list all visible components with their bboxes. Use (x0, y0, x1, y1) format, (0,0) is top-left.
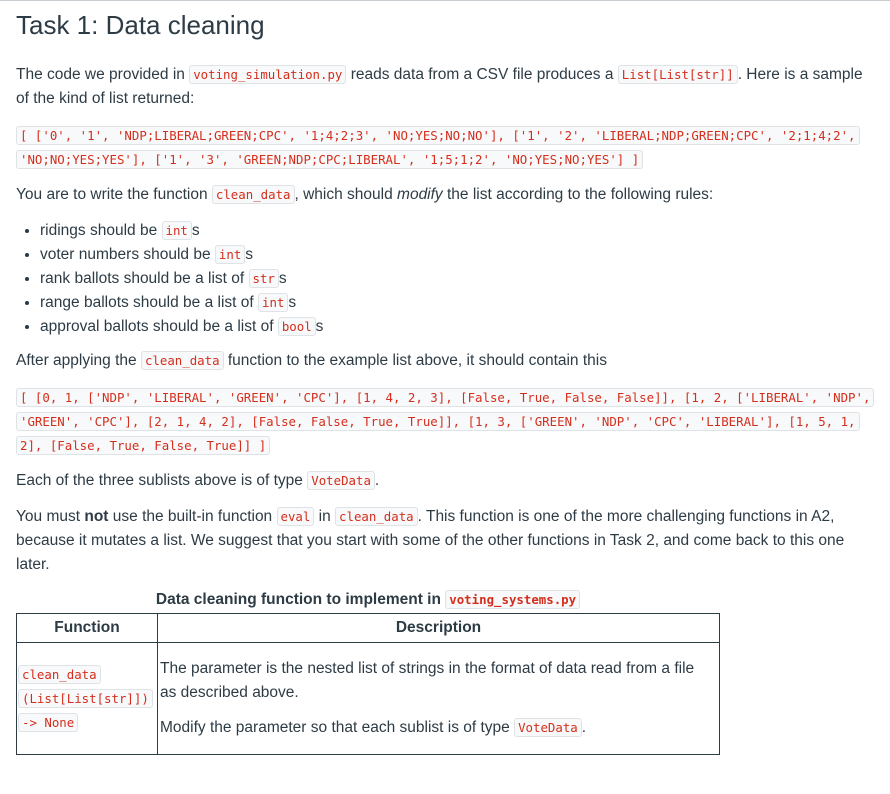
warning-paragraph (16, 505, 876, 577)
function-table (16, 613, 720, 755)
rule-suffix: s (245, 246, 254, 263)
table-header-row (17, 614, 720, 643)
warning-text-4: . This function is one of the more challenging functions in A2, because it mutates a list. We suggest that you start with some of the other functions in Task 2, and come back to this one later. (16, 508, 845, 573)
intro-text-2: reads data from a CSV file produces a (346, 66, 618, 83)
intro-text-1: The code we provided in (16, 66, 190, 83)
intro-paragraph (16, 63, 876, 111)
rule-text: voter numbers should be (40, 246, 215, 263)
rule-code: bool (278, 317, 316, 336)
instr-text-3: the list according to the following rules: (442, 186, 714, 203)
code-voting-simulation: voting_simulation.py (189, 65, 346, 84)
after-paragraph (16, 349, 876, 373)
rule-text: range ballots should be a list of (40, 294, 258, 311)
code-voting-systems: voting_systems.py (445, 590, 580, 609)
rule-suffix: s (191, 222, 200, 239)
sample-line: 'NO;NO;YES;YES'], ['1', '3', 'GREEN;NDP;CPC;LIBERAL', '1;5;1;2', 'NO;YES;NO;YES'] ] (16, 150, 643, 169)
code-list-type: List[List[str]] (618, 65, 738, 84)
table-row (17, 643, 720, 755)
result-line: [ [0, 1, ['NDP', 'LIBERAL', 'GREEN', 'CPC'], [1, 4, 2, 3], [False, True, False, False]], [1, 2, ['LIBERAL', 'NDP', (16, 388, 874, 407)
rule-item (40, 315, 876, 339)
result-list-code (16, 386, 876, 458)
rule-text: ridings should be (40, 222, 162, 239)
fn-name: clean_data (18, 665, 101, 684)
instr-emphasis: modify (397, 186, 443, 203)
intro-text-3: . Here is a sample of the kind of list returned: (16, 66, 863, 107)
rule-code: int (215, 245, 245, 264)
page-title: Task 1: Data cleaning (16, 10, 265, 40)
result-line: 'GREEN', 'CPC'], [2, 1, 4, 2], [False, False, True, True]], [1, 3, ['GREEN', 'NDP', 'CPC', 'LIBERAL'], [1, 5, 1, (16, 412, 860, 431)
after-text-1: After applying the (16, 352, 141, 369)
desc2-text: Modify the parameter so that each sublist is of type (160, 719, 515, 736)
instruction-paragraph (16, 183, 876, 207)
header-description: Description (158, 614, 720, 643)
rule-code: int (258, 293, 288, 312)
rule-suffix: s (288, 294, 297, 311)
description-text-2 (160, 716, 713, 740)
each-text-1: Each of the three sublists above is of type (16, 472, 308, 489)
rule-text: approval ballots should be a list of (40, 318, 278, 335)
rule-item (40, 291, 876, 315)
description-cell (158, 643, 720, 755)
each-paragraph (16, 469, 876, 493)
rule-item (40, 243, 876, 267)
after-text-2: function to the example list above, it should contain this (223, 352, 607, 369)
rule-code: int (162, 221, 192, 240)
page-content (16, 0, 876, 755)
each-text-2: . (374, 472, 380, 489)
rule-suffix: s (278, 270, 287, 287)
warning-bold: not (84, 508, 109, 525)
sample-list-code (16, 124, 876, 172)
rule-item (40, 219, 876, 243)
sample-line: [ ['0', '1', 'NDP;LIBERAL;GREEN;CPC', '1;4;2;3', 'NO;YES;NO;NO'], ['1', '2', 'LIBERAL;NDP;GREEN;CPC', '2;1;4;2', (16, 126, 860, 145)
warning-text-2: use the built-in function (108, 508, 277, 525)
rule-code: str (249, 269, 279, 288)
code-clean-data: clean_data (212, 185, 295, 204)
table-caption (16, 588, 720, 612)
instr-text-1: You are to write the function (16, 186, 212, 203)
header-function: Function (17, 614, 158, 643)
warning-text-3: in (314, 508, 336, 525)
code-votedata: VoteData (514, 718, 582, 737)
desc2-suffix: . (581, 719, 587, 736)
code-clean-data: clean_data (141, 351, 224, 370)
code-clean-data: clean_data (335, 507, 418, 526)
function-signature-cell (17, 643, 158, 755)
fn-params: (List[List[str]]) (18, 689, 153, 708)
rule-suffix: s (315, 318, 324, 335)
description-text-1: The parameter is the nested list of strings in the format of data read from a file as described above. (160, 660, 695, 701)
rule-text: rank ballots should be a list of (40, 270, 249, 287)
caption-text: Data cleaning function to implement in (155, 591, 446, 608)
fn-return: -> None (18, 713, 78, 732)
warning-text-1: You must (16, 508, 85, 525)
code-eval: eval (277, 507, 315, 526)
rule-item (40, 267, 876, 291)
code-votedata: VoteData (307, 471, 375, 490)
rules-list (16, 219, 876, 339)
result-line: 2], [False, True, False, True]] ] (16, 436, 270, 455)
instr-text-2: , which should (294, 186, 398, 203)
